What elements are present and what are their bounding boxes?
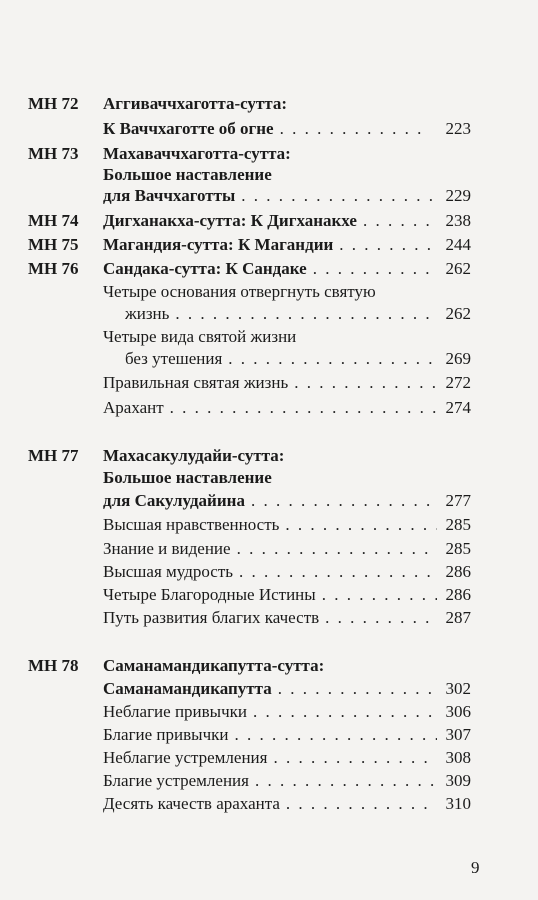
sutta-code: МН 75 [28, 235, 79, 254]
sutta-code: МН 76 [28, 259, 79, 278]
toc-entry [0, 654, 538, 678]
page-number: 262 [445, 259, 471, 278]
toc-title: Дигханакха-сутта: К Дигханакхе . . . [103, 209, 441, 233]
toc-title: Большое наставление [103, 468, 272, 487]
page-number: 285 [445, 539, 471, 558]
toc-entry [0, 347, 538, 371]
toc-title: Правильная святая жизнь . . . [103, 371, 443, 395]
toc-title: Неблагие устремления . . . [103, 746, 443, 770]
toc-entry [0, 560, 538, 584]
toc-title: для Ваччхаготты . . . [103, 184, 441, 208]
toc-title: Большое наставление [103, 165, 272, 184]
toc-entry [0, 723, 538, 747]
toc-entry [0, 537, 538, 561]
page-number: 262 [445, 304, 471, 323]
toc-entry [0, 92, 538, 116]
toc-entry [0, 325, 538, 349]
page-number: 287 [445, 608, 471, 627]
toc-title: Махасакулудайи-сутта: [103, 446, 285, 465]
page-folio: 9 [471, 858, 480, 877]
toc-entry [0, 769, 538, 793]
sutta-code: МН 72 [28, 94, 79, 113]
sutta-code: МН 73 [28, 144, 79, 163]
sutta-code: МН 74 [28, 211, 79, 230]
toc-entry [0, 606, 538, 630]
toc-title: Четыре основания отвергнуть святую [103, 282, 376, 301]
page-number: 269 [445, 349, 471, 368]
toc-entry [0, 489, 538, 513]
toc-entry [0, 302, 538, 326]
toc-title: Путь развития благих качеств . . . [103, 606, 443, 630]
toc-title: К Ваччхаготте об огне . . . [103, 117, 433, 141]
toc-title: Сандака-сутта: К Сандаке . . . [103, 257, 441, 281]
toc-title: Высшая мудрость . . . [103, 560, 443, 584]
toc-entry [0, 280, 538, 304]
toc-title: жизнь . . . [125, 302, 443, 326]
toc-title: Благие привычки . . . [103, 723, 443, 747]
toc-title: Четыре вида святой жизни [103, 327, 297, 346]
toc-title: Арахант . . . [103, 396, 443, 420]
toc-entry [0, 209, 538, 233]
page-number: 308 [445, 748, 471, 767]
toc-entry [0, 117, 538, 141]
sutta-code: МН 78 [28, 656, 79, 675]
toc-entry [0, 583, 538, 607]
page-number: 238 [445, 211, 471, 230]
toc-entry [0, 746, 538, 770]
sutta-code: МН 77 [28, 446, 79, 465]
toc-entry [0, 513, 538, 537]
toc-entry [0, 466, 538, 490]
toc-title: Саманамандикапутта . . . [103, 677, 443, 701]
toc-title: Магандия-сутта: К Магандии . . . [103, 233, 441, 257]
toc-entry [0, 677, 538, 701]
page-number: 229 [445, 186, 471, 205]
toc-title: Высшая нравственность . . . [103, 513, 443, 537]
toc-title: для Сакулудайина . . . [103, 489, 443, 513]
page-number: 307 [445, 725, 471, 744]
toc-title: Махаваччхаготта-сутта: [103, 144, 291, 163]
page-number: 272 [445, 373, 471, 392]
toc-entry [0, 444, 538, 468]
page-number: 244 [445, 235, 471, 254]
toc-title: Десять качеств араханта . . . [103, 792, 443, 816]
page-number: 277 [445, 491, 471, 510]
toc-title: Аггиваччхаготта-сутта: [103, 94, 287, 113]
page-number: 286 [445, 585, 471, 604]
toc-title: без утешения . . . [125, 347, 443, 371]
page-number: 223 [445, 119, 471, 138]
page-number: 285 [445, 515, 471, 534]
toc-entry [0, 371, 538, 395]
toc-title: Четыре Благородные Истины . . . [103, 583, 443, 607]
page-number: 274 [445, 398, 471, 417]
toc-title: Саманамандикапутта-сутта: [103, 656, 325, 675]
toc-entry [0, 792, 538, 816]
toc-entry [0, 184, 538, 208]
toc-entry [0, 396, 538, 420]
page-number: 306 [445, 702, 471, 721]
toc-entry [0, 233, 538, 257]
page-number: 309 [445, 771, 471, 790]
toc-title: Неблагие привычки . . . [103, 700, 443, 724]
page-number: 302 [445, 679, 471, 698]
toc-entry [0, 700, 538, 724]
page-number: 286 [445, 562, 471, 581]
page-number: 310 [445, 794, 471, 813]
toc-title: Знание и видение . . . [103, 537, 443, 561]
toc-entry [0, 257, 538, 281]
toc-title: Благие устремления . . . [103, 769, 443, 793]
